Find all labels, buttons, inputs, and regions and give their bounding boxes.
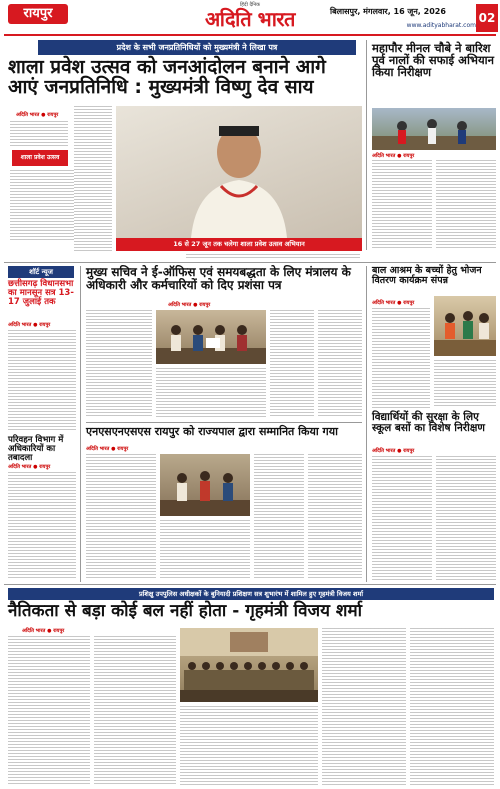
school-bus-byline: अदिति भारत ● रायपुर [372, 448, 415, 454]
short-news-body [8, 330, 76, 430]
bottom-col-4 [322, 628, 406, 786]
nss-byline: अदिति भारत ● रायपुर [86, 446, 129, 452]
eoffice-col-3 [270, 310, 314, 418]
eoffice-col-1 [86, 310, 152, 418]
transport-body [8, 472, 76, 580]
lead-photo-caption: 16 से 27 जून तक चलेगा शाला प्रवेश उत्सव अभियान [173, 240, 305, 248]
bottom-headline: नैतिकता से बड़ा कोई बल नहीं होता - गृहमंत्री विजय शर्मा [8, 601, 363, 621]
nss-col-3 [254, 454, 304, 580]
short-news-tag-label: शॉर्ट न्यूज [29, 268, 53, 276]
bottom-col-3 [180, 706, 318, 786]
children-meal-icon [434, 296, 496, 356]
mid-rule-1 [4, 262, 496, 263]
side-story-col-2 [436, 160, 496, 250]
side-story-photo [372, 108, 496, 150]
masthead-logo [175, 2, 325, 32]
children-byline: अदिति भारत ● रायपुर [372, 300, 415, 306]
award-ceremony-icon [160, 454, 250, 516]
website: www.adityabharat.com [406, 22, 476, 29]
bottom-col-5 [410, 628, 494, 786]
lead-col-1b [10, 170, 74, 240]
bottom-photo [180, 628, 318, 702]
nss-photo [160, 454, 250, 516]
masthead-rule [4, 34, 496, 36]
children-photo [434, 296, 496, 356]
nss-col-2 [160, 520, 250, 580]
short-news-byline: अदिति भारत ● रायपुर [8, 322, 51, 328]
page-number-label: 02 [478, 11, 496, 25]
section-tag-label: रायपुर [23, 6, 53, 21]
nss-col-4 [308, 454, 362, 580]
eoffice-photo [156, 310, 266, 364]
bottom-kicker: प्रशिक्षु उपपुलिस अधीक्षकों के बुनियादी प्रशिक्षण सत्र शुभारंभ में शामिल हुए गृहमंत्री विजय शर्मा [138, 590, 364, 598]
mid-rule-2 [86, 422, 362, 423]
school-bus-col-1 [372, 456, 432, 580]
dateline [330, 6, 475, 17]
lead-sidebar-box-label: शाला प्रवेश उत्सव [20, 154, 60, 161]
side-story-col-1 [372, 160, 432, 250]
school-bus-headline: विद्यार्थियों की सुरक्षा के लिए स्कूल बसों का विशेष निरीक्षण [372, 411, 485, 435]
eoffice-byline: अदिति भारत ● रायपुर [168, 302, 211, 308]
bottom-col-2 [94, 636, 176, 786]
side-story-byline: अदिति भारत ● रायपुर [372, 153, 415, 159]
children-col-1 [372, 308, 430, 408]
eoffice-col-4 [318, 310, 362, 418]
lead-col-2 [74, 106, 112, 251]
nss-col-1 [86, 454, 156, 580]
school-bus-col-2 [436, 456, 496, 580]
children-col-2 [434, 360, 496, 408]
transport-byline: अदिति भारत ● रायपुर [8, 464, 51, 470]
city-date: बिलासपुर, मंगलवार, 16 जून, 2026 [330, 7, 446, 16]
left-col-divider [80, 266, 81, 582]
lead-col-1 [10, 121, 68, 146]
short-news-tag [8, 266, 74, 278]
logo-tagline: हिंदी दैनिक [239, 2, 261, 8]
page-number [476, 4, 498, 32]
children-headline: बाल आश्रम के बच्चों हेतु भोजन वितरण कार्यक्रम संपन्न [372, 265, 482, 286]
eoffice-headline: मुख्य सचिव ने ई-ऑफिस एवं समयबद्धता के लिए मंत्रालय के अधिकारी और कर्मचारियों को दिए प्रशंसा पत्र [86, 265, 351, 292]
police-training-group-icon [180, 628, 318, 702]
lead-col-3 [186, 254, 360, 260]
logo-text: अदिति भारत [205, 7, 295, 31]
bottom-rule [4, 584, 496, 585]
bottom-kicker-bar [8, 588, 494, 600]
lead-kicker-bar [38, 40, 356, 55]
lead-sidebar-box [12, 150, 68, 166]
certificate-ceremony-icon [156, 310, 266, 364]
lead-byline: अदिति भारत ● रायपुर [16, 112, 59, 118]
drain-inspection-icon [372, 108, 496, 150]
eoffice-divider [366, 266, 367, 582]
chief-minister-portrait-icon [116, 106, 362, 238]
eoffice-col-2 [156, 368, 266, 418]
bottom-col-1 [8, 636, 90, 786]
lead-photo-caption-bar [116, 238, 362, 251]
lead-photo [116, 106, 362, 238]
section-tag [8, 4, 68, 24]
short-news-headline: छत्तीसगढ़ विधानसभा का मानसून सत्र 13-17 जुलाई तक [8, 279, 74, 307]
nss-headline: एनएसएनएसएस रायपुर को राज्यपाल द्वारा सम्मानित किया गया [86, 425, 338, 438]
lead-kicker: प्रदेश के सभी जनप्रतिनिधियों को मुख्यमंत्री ने लिखा पत्र [116, 43, 278, 52]
side-story-headline: महापौर मीनल चौबे ने बारिश पूर्व नालों की सफाई अभियान किया निरीक्षण [372, 41, 495, 80]
bottom-byline: अदिति भारत ● रायपुर [22, 628, 65, 634]
lead-headline: शाला प्रवेश उत्सव को जनआंदोलन बनाने आगे आएं जनप्रतिनिधि : मुख्यमंत्री विष्णु देव साय [8, 56, 326, 98]
transport-headline: परिवहन विभाग में अधिकारियों का तबादला [8, 435, 64, 463]
side-divider [366, 40, 367, 250]
